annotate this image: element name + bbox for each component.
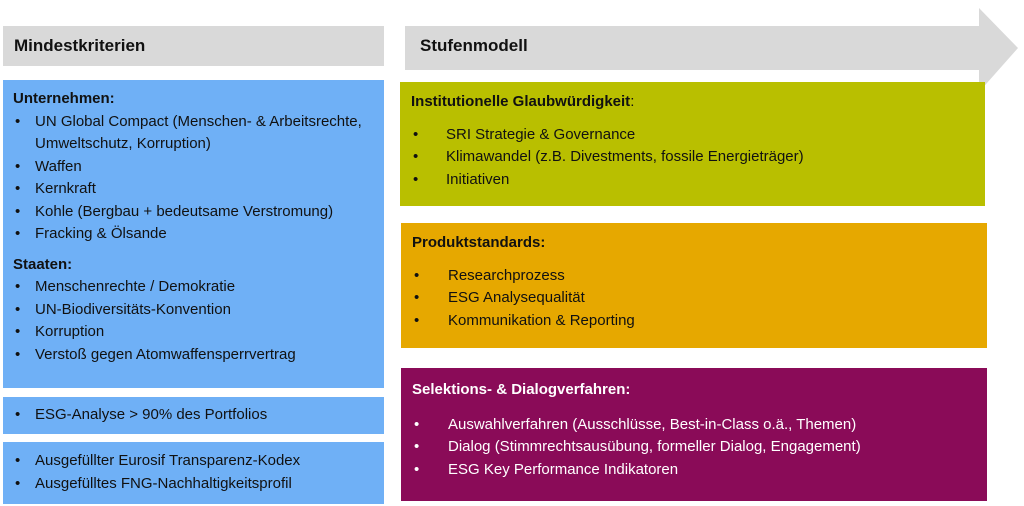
list-item: • SRI Strategie & Governance: [411, 124, 974, 147]
transparency-box: [3, 442, 384, 504]
product-standards-title: Produktstandards:: [412, 234, 546, 251]
title-colon: :: [630, 93, 635, 110]
institutional-credibility-list: [411, 124, 974, 192]
selection-dialog-box: [401, 368, 987, 501]
list-item: • Ausgefüllter Eurosif Transparenz-Kodex: [13, 450, 374, 473]
list-item: • ESG Analysequalität: [412, 287, 976, 310]
transparency-list: [13, 450, 374, 495]
institutional-credibility-title-text: Institutionelle Glaubwürdigkeit: [411, 93, 631, 110]
list-item: • Verstoß gegen Atomwaffensperrvertrag: [13, 344, 374, 367]
list-item: • Dialog (Stimmrechtsausübung, formeller Dialog, Engagement): [412, 436, 976, 459]
esg-analysis-box: [3, 397, 384, 434]
mindestkriterien-header-label: Mindestkriterien: [14, 36, 146, 55]
list-item: • Waffen: [13, 156, 374, 179]
institutional-credibility-title: [411, 91, 974, 114]
product-standards-box: [401, 223, 987, 348]
unternehmen-list: [13, 111, 374, 246]
product-standards-list: [412, 265, 976, 333]
list-item: • ESG-Analyse > 90% des Portfolios: [13, 404, 374, 427]
selection-dialog-list: [412, 414, 976, 482]
list-item: • Auswahlverfahren (Ausschlüsse, Best-in-Class o.ä., Themen): [412, 414, 976, 437]
institutional-credibility-box: [400, 82, 985, 206]
list-item: • Kommunikation & Reporting: [412, 310, 976, 333]
list-item: • Researchprozess: [412, 265, 976, 288]
esg-list: [13, 404, 374, 427]
list-item: • Initiativen: [411, 169, 974, 192]
stufenmodell-header-label: Stufenmodell: [420, 36, 528, 55]
list-item: • ESG Key Performance Indikatoren: [412, 459, 976, 482]
criteria-box: [3, 80, 384, 388]
list-item: • Korruption: [13, 321, 374, 344]
list-item: • Kernkraft: [13, 178, 374, 201]
list-item: • UN-Biodiversitäts-Konvention: [13, 299, 374, 322]
selection-dialog-title: Selektions- & Dialogverfahren:: [412, 381, 631, 398]
list-item: • UN Global Compact (Menschen- & Arbeitsrechte, Umweltschutz, Korruption): [13, 111, 374, 156]
mindestkriterien-header: [3, 26, 384, 66]
list-item: • Kohle (Bergbau + bedeutsame Verstromung): [13, 201, 374, 224]
staaten-list: [13, 276, 374, 366]
staaten-title: Staaten:: [13, 255, 73, 273]
list-item: • Klimawandel (z.B. Divestments, fossile Energieträger): [411, 146, 974, 169]
list-item: • Menschenrechte / Demokratie: [13, 276, 374, 299]
unternehmen-title: Unternehmen:: [13, 90, 115, 107]
list-item: • Fracking & Ölsande: [13, 223, 374, 246]
list-item: • Ausgefülltes FNG-Nachhaltigkeitsprofil: [13, 473, 374, 496]
